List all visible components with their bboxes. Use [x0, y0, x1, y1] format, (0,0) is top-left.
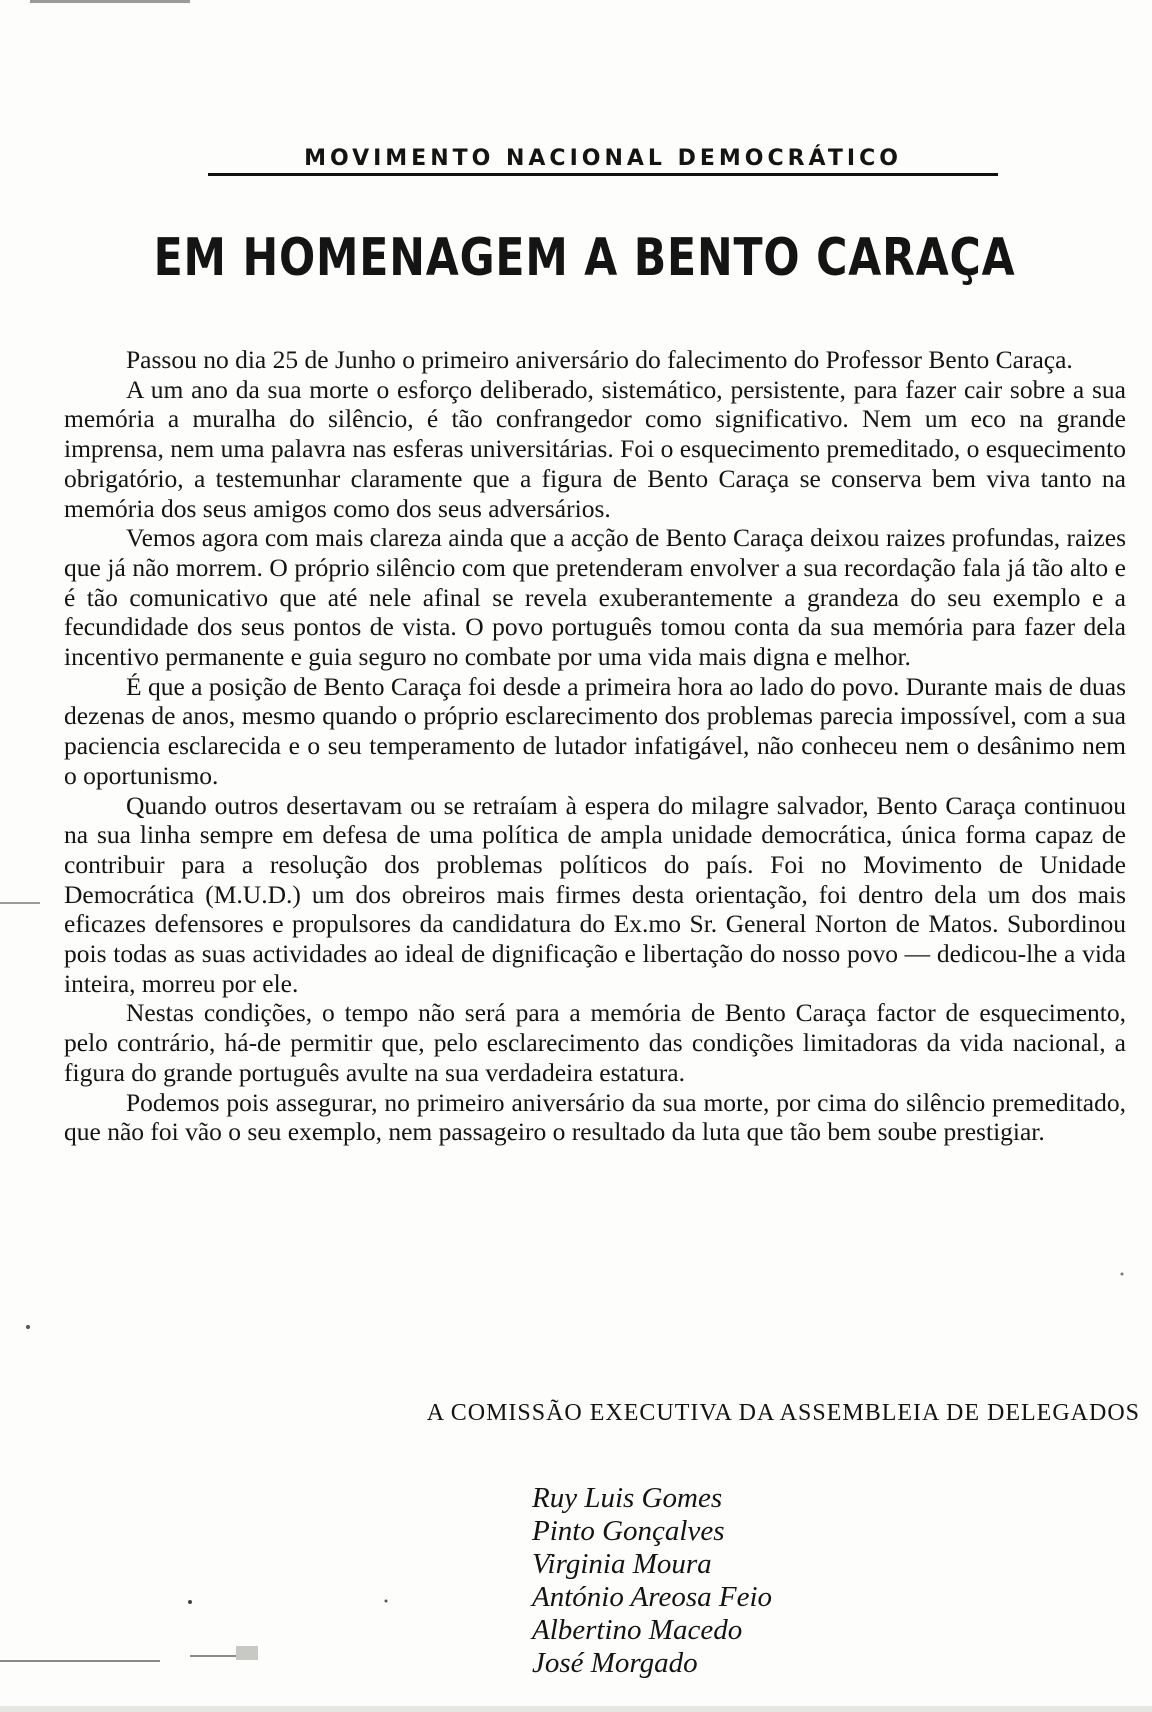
signatory-name: António Areosa Feio: [532, 1581, 773, 1613]
signatory-name: Ruy Luis Gomes: [532, 1482, 723, 1514]
signatory-name: Albertino Macedo: [532, 1614, 743, 1646]
paragraph: É que a posição de Bento Caraça foi desde a primeira hora ao lado do povo. Durante mais de duas dezenas de anos, mesmo quando o próprio esclarecimento dos problemas parecia impossível, com a sua paciencia esclarecida e o seu temperamento de lutador infatigável, não conheceu nem o desânimo nem o oportunismo.: [64, 671, 1126, 790]
committee-name: A COMISSÃO EXECUTIVA DA ASSEMBLEIA DE DELEGADOS: [426, 1400, 1140, 1426]
paragraph: Nestas condições, o tempo não será para a memória de Bento Caraça factor de esquecimento, pelo contrário, há-de permitir que, pelo esclarecimento das condições limitadoras da vida nacional, a figura do grande português avulte na sua verdadeira estatura.: [64, 998, 1126, 1087]
signatory-name: José Morgado: [532, 1647, 698, 1679]
organization-header: MOVIMENTO NACIONAL DEMOCRÁTICO: [208, 146, 998, 176]
signatory-name: Virginia Moura: [532, 1548, 712, 1580]
document-title: EM HOMENAGEM A BENTO CARAÇA: [153, 228, 1016, 288]
paragraph: Passou no dia 25 de Junho o primeiro aniversário do falecimento do Professor Bento Caraça.: [126, 345, 1073, 374]
paragraph: Podemos pois assegurar, no primeiro aniversário da sua morte, por cima do silêncio premeditado, que não foi vão o seu exemplo, nem passageiro o resultado da luta que tão bem soube prestigiar.: [64, 1087, 1126, 1147]
paragraph: Quando outros desertavam ou se retraíam à espera do milagre salvador, Bento Caraça continuou na sua linha sempre em defesa de uma política de ampla unidade democrática, única forma capaz de contribuir para a resolução dos problemas políticos do país. Foi no Movimento de Unidade Democrática (M.U.D.) um dos obreiros mais firmes desta orientação, foi dentro dela um dos mais eficazes defensores e propulsores da candidatura do Ex.mo Sr. General Norton de Matos. Subordinou pois todas as suas actividades ao ideal de dignificação e libertação do nosso povo — dedicou-lhe a vida inteira, morreu por ele.: [64, 790, 1126, 998]
paragraph: Vemos agora com mais clareza ainda que a acção de Bento Caraça deixou raizes profundas, raizes que já não morrem. O próprio silêncio com que pretenderam envolver a sua recordação fala já tão alto e é tão comunicativo que até nele afinal se revela exuberantemente a grandeza do seu exemplo e a fecundidade dos seus pontos de vista. O povo português tomou conta da sua memória para fazer dela incentivo permanente e guia seguro no combate por uma vida mais digna e melhor.: [64, 523, 1126, 672]
paragraph: A um ano da sua morte o esforço deliberado, sistemático, persistente, para fazer cair sobre a sua memória a muralha do silêncio, é tão confrangedor como significativo. Nem um eco na grande imprensa, nem uma palavra nas esferas universitárias. Foi o esquecimento premeditado, o esquecimento obrigatório, a testemunhar claramente que a figura de Bento Caraça se conserva bem viva tanto na memória dos seus amigos como dos seus adversários.: [64, 374, 1126, 523]
signatory-list: [532, 1482, 772, 1680]
signatory-name: Pinto Gonçalves: [532, 1515, 725, 1547]
body-text: [64, 345, 1126, 1147]
